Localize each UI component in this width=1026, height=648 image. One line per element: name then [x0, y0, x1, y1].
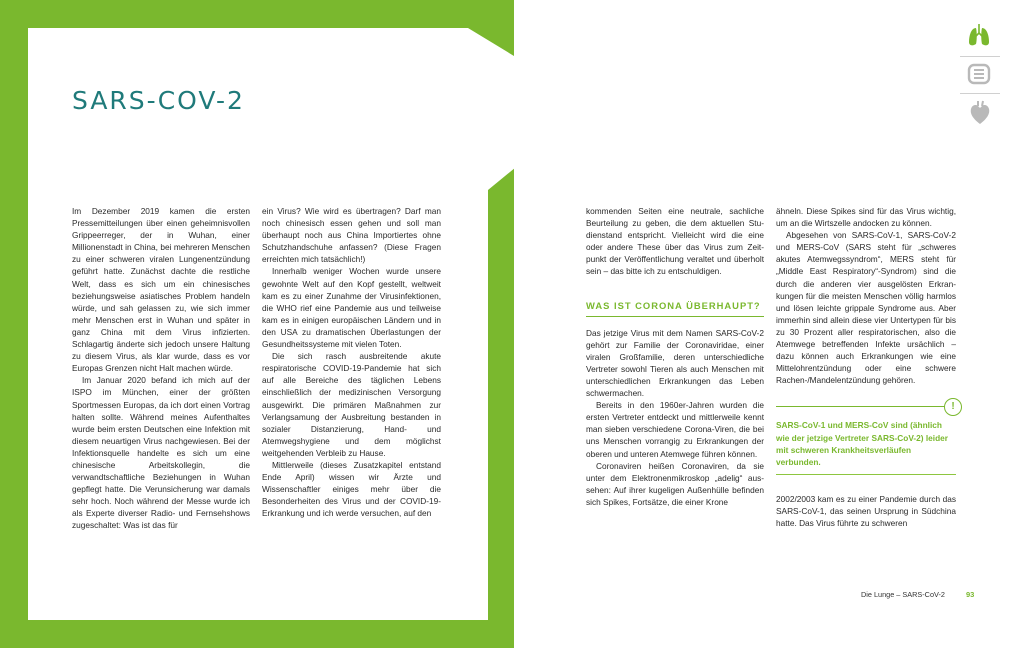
info-box-text: SARS-CoV-1 und MERS-CoV sind (ähnlich wie der jetzige Vertreter SARS-CoV-2) leider mit schweren Krankheitsverläufen verbunden. [776, 420, 948, 467]
paragraph: Coronaviren heißen Coronaviren, da sie unter dem Elektronenmikroskop „adelig“ aussehen: Auf ihrer kugeligen Außenhülle befinden sich Spikes, Fortsätze, die einer Krone [586, 460, 764, 507]
paragraph: ein Virus? Wie wird es übertragen? Darf man noch chinesisch essen gehen und soll man überhaupt noch aus China Importiertes ohne Schutzhandschuhe anfassen? (Diese Fragen erreichten mich tatsächlich!) [262, 206, 441, 265]
paragraph: Abgesehen von SARS-CoV-1, SARS-CoV-2 und MERS-CoV (SARS steht für „schweres akutes Atemwegssyndrom“, MERS steht für „Middle East Respiratory“-Syndrom) sind die durch die anderen vier ausgelösten Erkrankungen für die meisten Menschen völlig harmlos und lösen leichte grippale Syndrome aus. Aber immerhin sind allein diese vier Untertypen für bis zu 30 Prozent aller respiratorischen, also die Atemwege betreffenden Infekte ursächlich – dazu können auch Erkrankungen wie eine Mittelohrentzündung oder eine schwere Rachen-/Mandelentzündung gehören. [776, 230, 956, 386]
page-title: SARS-COV-2 [72, 86, 245, 115]
exclamation-icon: ! [944, 398, 962, 416]
paragraph: Im Januar 2020 befand ich mich auf der ISPO im München, einer der größten Sportmessen Europas, da ich dort einen Vortrag halten sollte. Während meines Aufenthaltes wurde beim ersten Deutschen eine Infektion mit diesem neuartigen Virus nachgewiesen. Bei der Infektionsquelle handelte es sich um eine chinesische Arbeitskollegin, die verwandtschaftliche Beziehungen in Wuhan gepflegt hatte. Die Verunsicherung war damals sehr hoch. Noch während der Messe wurde ich als Experte diverser Radio- und Fernsehshows zugeschaltet: Was ist das für [72, 375, 250, 531]
icon-divider [960, 93, 1000, 94]
paragraph: Innerhalb weniger Wochen wurde unsere gewohnte Welt auf den Kopf gestellt, weltweit kam es zu einer Zunahme der Virusinfektionen, die WHO rief eine Pandemie aus und teilweise kam es in einigen europäischen Ländern und in den USA zu dramatischen Überlastungen der Gesundheitssysteme mit vielen Toten. [262, 266, 441, 350]
paragraph: Die sich rasch ausbreitende akute respiratorische COVID-19-Pandemie hat sich auf alle Bereiche des täglichen Lebens einschließlich der medizinischen Versorgung ausgewirkt. Die primären Maßnahmen zur Verlangsamung der Ausbreitung bestanden in sozialer Distanzierung, Hand- und Atemwegshygiene und dem möglichst weitgehenden Verbleib zu Hause. [262, 351, 441, 458]
paragraph: 2002/2003 kam es zu einer Pandemie durch das SARS-CoV-1, das seinen Ursprung in Südchina hatte. Das Virus führte zu schweren [776, 493, 956, 528]
lungs-icon [966, 22, 992, 48]
text-column-4 [776, 205, 956, 529]
text-column-2 [262, 205, 441, 519]
text-column-3 [586, 205, 764, 508]
intestine-icon [966, 62, 992, 86]
text-column-1 [72, 205, 250, 532]
info-box [776, 401, 956, 474]
paragraph: Das jetzige Virus mit dem Namen SARS-CoV-2 gehört zur Familie der Coronaviridae, einer viralen Großfamilie, deren unterschiedliche Vertreter sowohl Tieren als auch Menschen mit unterschiedlichen Erkrankungen das Leben schwermachen. [586, 327, 764, 399]
heart-icon [968, 100, 992, 126]
paragraph: ähneln. Diese Spikes sind für das Virus wichtig, um an die Wirtszelle andocken zu können. [776, 206, 956, 229]
icon-divider [960, 56, 1000, 57]
page-number: 93 [966, 590, 975, 599]
paragraph: Im Dezember 2019 kamen die ersten Pressemitteilungen über einen geheimnisvollen Grippeerreger, der in Wuhan, einer Millionenstadt in China, bei mehreren Menschen zu einer schweren viralen Lungenentzündung geführt hatte. Zunächst dachte die restliche Welt, dass es sich um ein chinesisches beziehungsweise asiatisches Problem handeln würde, und sah gelassen zu, wie sich immer mehr Menschen erst in Wuhan und später in ganz China mit dem Virus infizierten. Schlagartig änderte sich jedoch unsere Haltung zu diesem Virus, als klar wurde, dass es vor Europas Grenzen nicht Halt machen würde. [72, 206, 250, 374]
paragraph: Mittlerweile (dieses Zusatzkapitel entstand Ende April) wissen wir Ärzte und Wissenschaftler einiges mehr über die Besonderheiten des Virus und der COVID-19-Erkrankung und ich werde versuchen, auf den [262, 459, 441, 519]
section-heading: WAS IST CORONA ÜBERHAUPT? [586, 300, 764, 317]
running-head: Die Lunge – SARS-CoV-2 [861, 590, 945, 599]
paragraph: kommenden Seiten eine neutrale, sachliche Beurteilung zu geben, die dem aktuellen Studienstand entspricht. Vielleicht wird die eine oder andere These über das Virus zum Zeitpunkt der Veröffentlichung veraltet und überholt sein – das bitte ich zu entschuldigen. [586, 206, 764, 277]
paragraph: Bereits in den 1960er-Jahren wurden die ersten Vertreter entdeckt und mittlerweile kennt man sieben verschiedene Corona-Viren, die bei uns Menschen vorrangig zu Erkrankungen der oberen und unteren Atemwege führen können. [586, 400, 764, 459]
